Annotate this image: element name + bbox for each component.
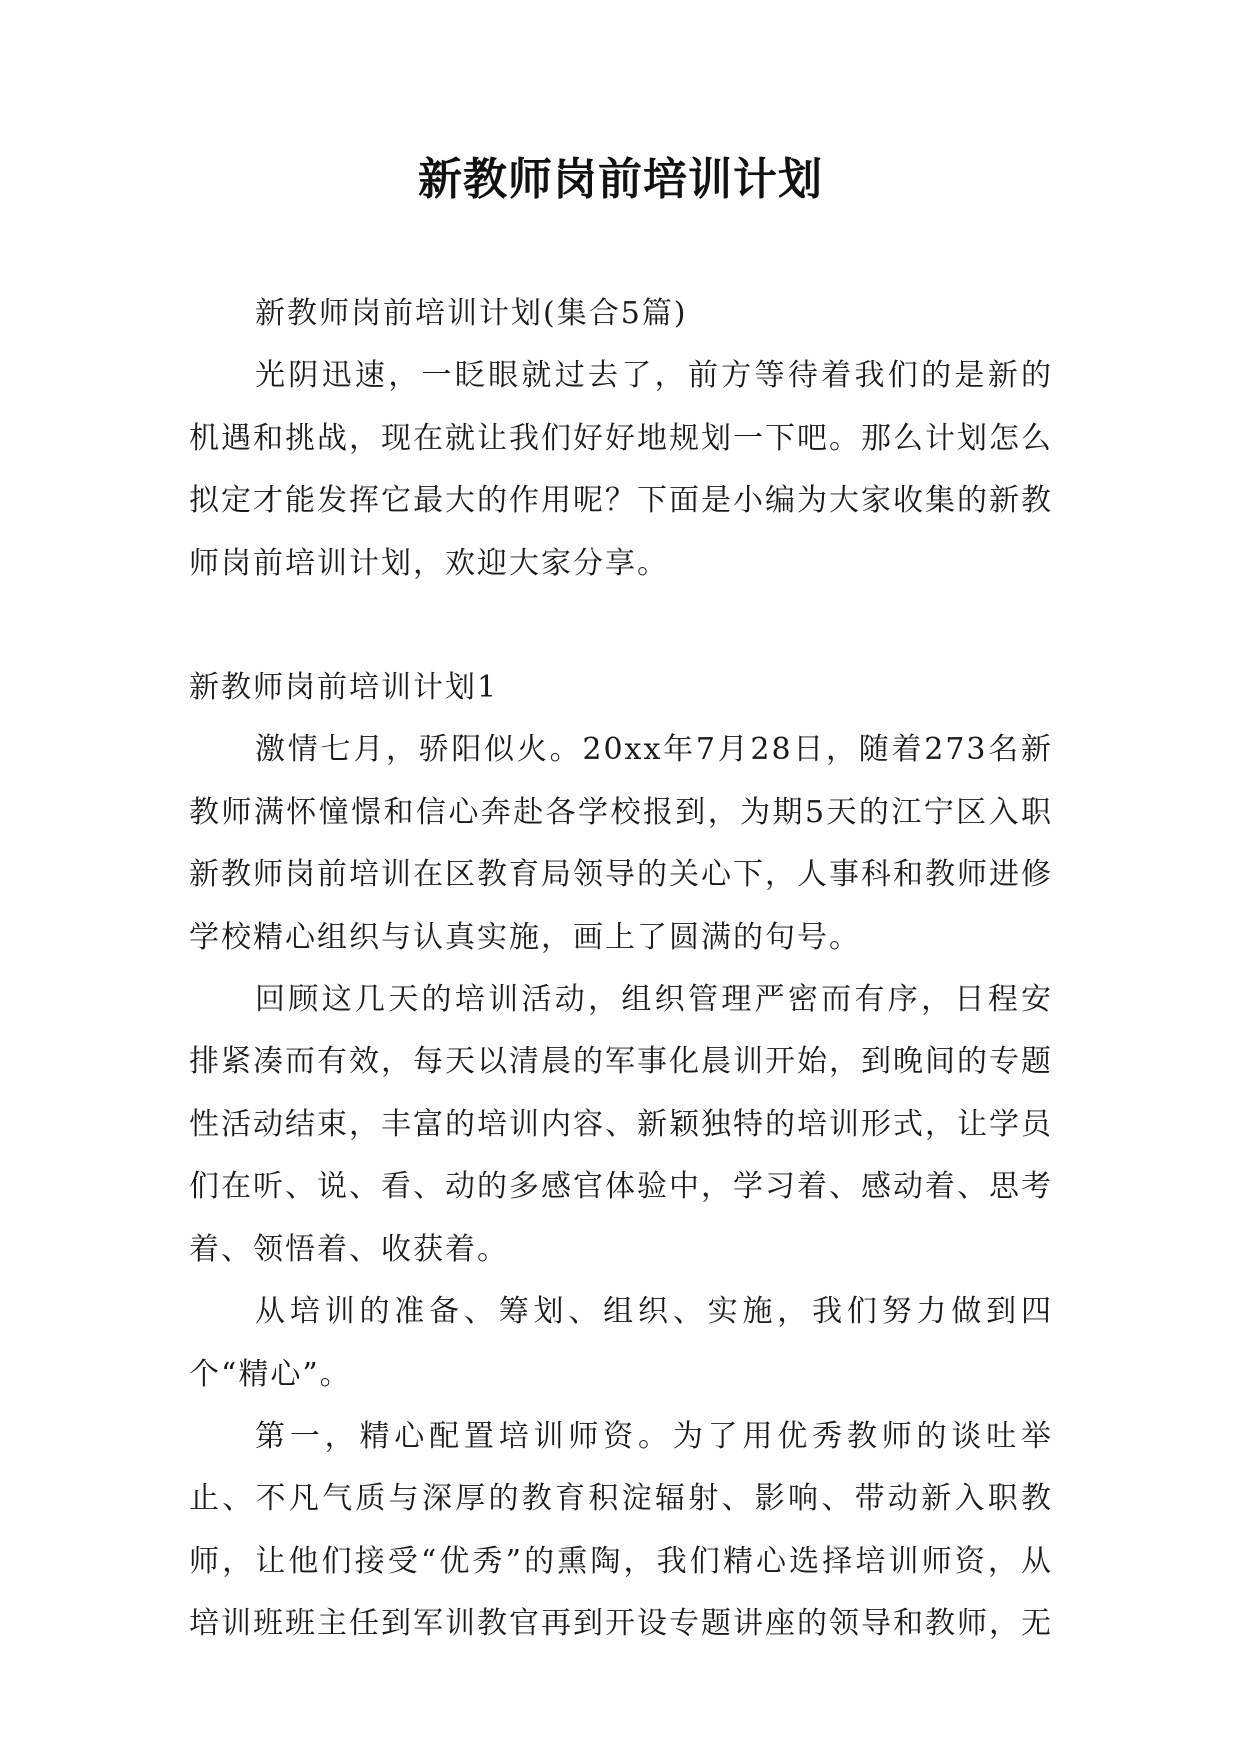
body-paragraph: 激情七月，骄阳似火。20xx年7月28日，随着273名新教师满怀憧憬和信心奔赴各学校报到，为期5天的江宁区入职新教师岗前培训在区教育局领导的关心下，人事科和教师进修学校精心组织与认真实施，画上了圆满的句号。 xyxy=(189,732,1053,955)
intro-paragraph: 光阴迅速，一眨眼就过去了，前方等待着我们的是新的机遇和挑战，现在就让我们好好地规划一下吧。那么计划怎么拟定才能发挥它最大的作用呢？下面是小编为大家收集的新教师岗前培训计划，欢迎大家分享。 xyxy=(189,358,1053,581)
body-paragraph: 从培训的准备、筹划、组织、实施，我们努力做到四个“精心”。 xyxy=(189,1294,1053,1392)
subtitle-paragraph: 新教师岗前培训计划(集合5篇) xyxy=(255,296,688,331)
body-paragraph: 第一，精心配置培训师资。为了用优秀教师的谈吐举止、不凡气质与深厚的教育积淀辐射、影响、带动新入职教师，让他们接受“优秀”的熏陶，我们精心选择培训师资，从培训班班主任到军训教官再到开设专题讲座的领导和教师，无 xyxy=(189,1418,1053,1642)
body-paragraph: 回顾这几天的培训活动，组织管理严密而有序，日程安排紧凑而有效，每天以清晨的军事化晨训开始，到晚间的专题性活动结束，丰富的培训内容、新颖独特的培训形式，让学员们在听、说、看、动的多感官体验中，学习着、感动着、思考着、领悟着、收获着。 xyxy=(189,982,1053,1267)
section-heading: 新教师岗前培训计划1 xyxy=(189,670,499,706)
document-body xyxy=(189,283,1053,1656)
section-spacer xyxy=(189,595,1053,657)
document-title: 新教师岗前培训计划 xyxy=(418,154,823,205)
